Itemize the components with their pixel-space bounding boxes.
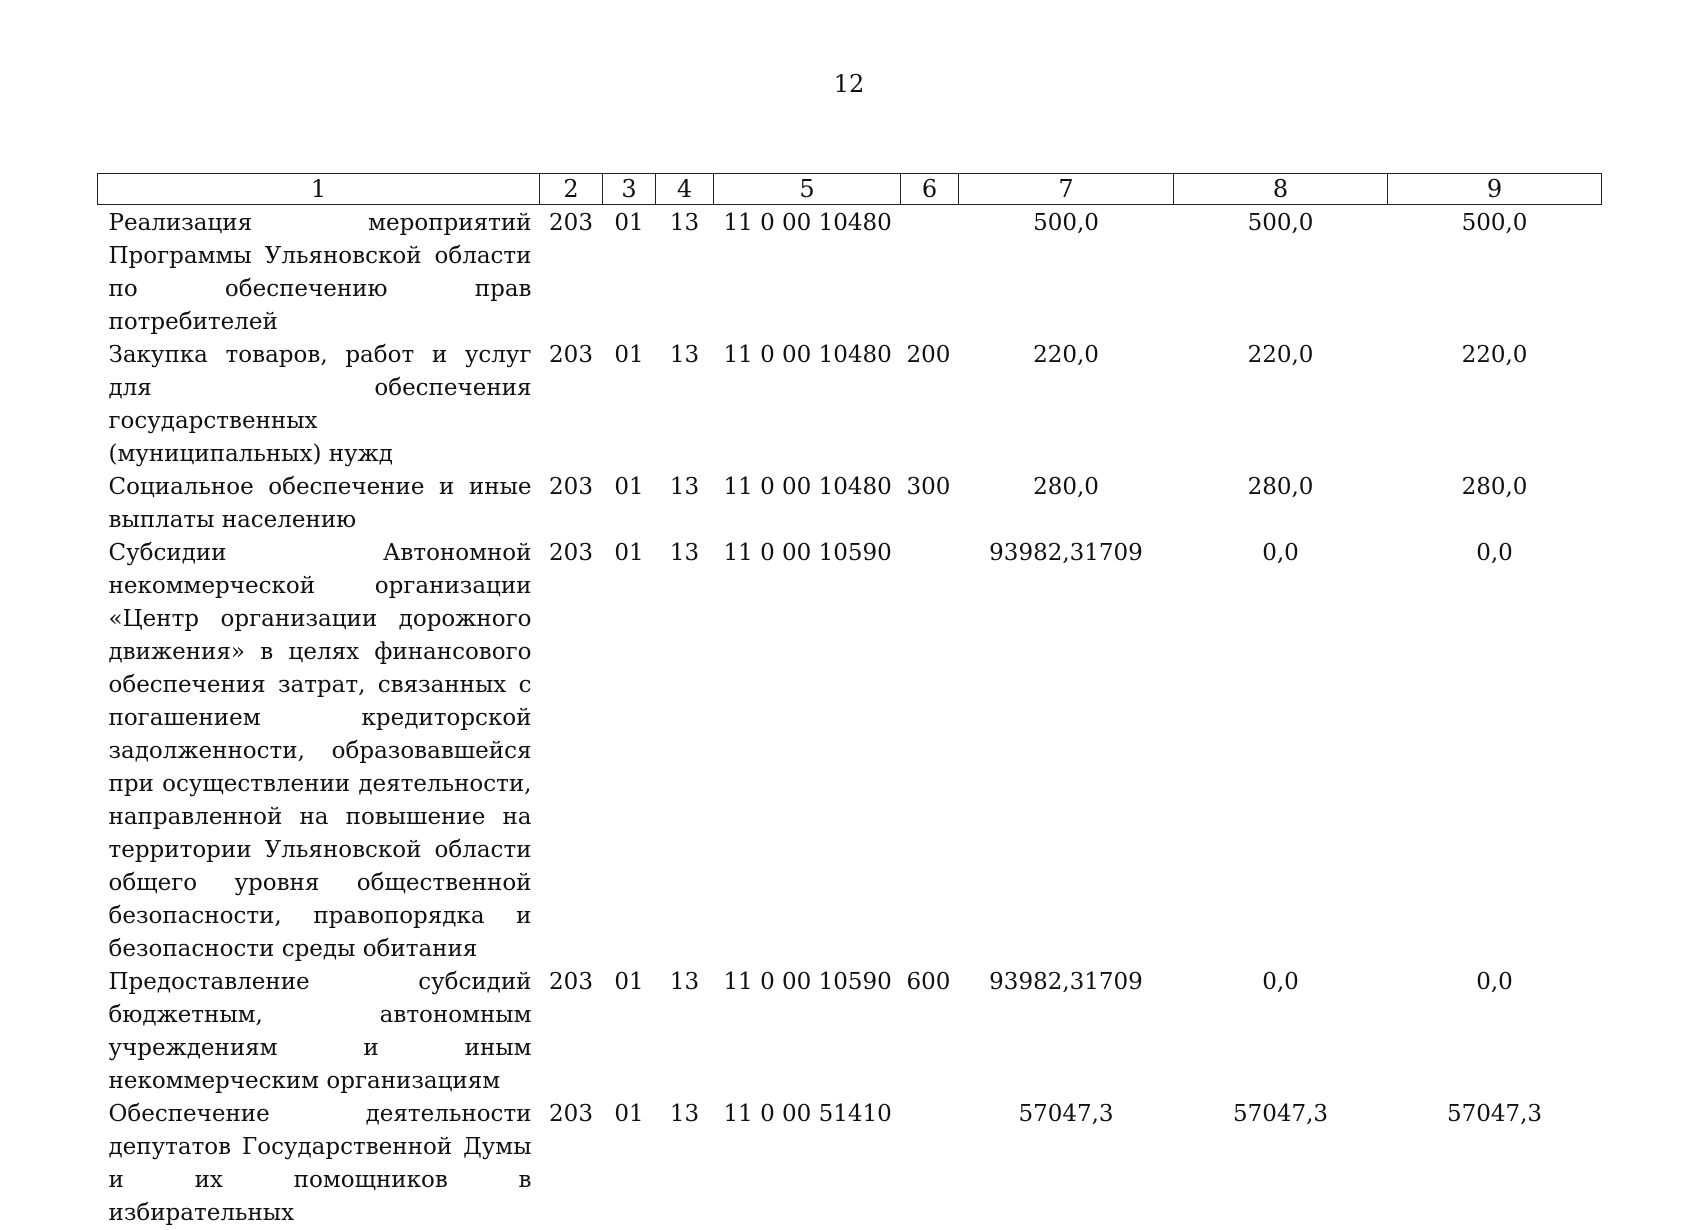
- header-cell: 4: [656, 174, 714, 205]
- code-col-5: 11 0 00 10590: [714, 537, 901, 966]
- value-col-9: 220,0: [1388, 339, 1602, 471]
- code-col-2: 203: [540, 966, 603, 1098]
- table-row: [98, 966, 1602, 1098]
- header-cell: 3: [603, 174, 656, 205]
- code-col-2: 203: [540, 1098, 603, 1230]
- value-col-7: 500,0: [959, 205, 1174, 340]
- value-col-7: 57047,3: [959, 1098, 1174, 1230]
- row-name: Обеспечение деятельности депутатов Государственной Думы и их помощников в избирательных: [98, 1098, 540, 1230]
- code-col-4: 13: [656, 1098, 714, 1230]
- value-col-9: 500,0: [1388, 205, 1602, 340]
- code-col-4: 13: [656, 537, 714, 966]
- header-cell: 9: [1388, 174, 1602, 205]
- code-col-3: 01: [603, 339, 656, 471]
- code-col-6: [901, 205, 959, 340]
- code-col-5: 11 0 00 10480: [714, 205, 901, 340]
- value-col-7: 93982,31709: [959, 537, 1174, 966]
- value-col-8: 220,0: [1174, 339, 1388, 471]
- code-col-3: 01: [603, 537, 656, 966]
- value-col-8: 0,0: [1174, 537, 1388, 966]
- row-name: Субсидии Автономной некоммерческой организации «Центр организации дорожного движения» в целях финансового обеспечения затрат, связанных с погашением кредиторской задолженности, образовавшейся при осуществлении деятельности, направленной на повышение на территории Ульяновской области общего уровня общественной безопасности, правопорядка и безопасности среды обитания: [98, 537, 540, 966]
- page-number: 12: [0, 70, 1698, 98]
- code-col-3: 01: [603, 471, 656, 537]
- table-row: [98, 471, 1602, 537]
- value-col-9: 57047,3: [1388, 1098, 1602, 1230]
- code-col-3: 01: [603, 1098, 656, 1230]
- value-col-8: 280,0: [1174, 471, 1388, 537]
- code-col-5: 11 0 00 10590: [714, 966, 901, 1098]
- header-cell: 5: [714, 174, 901, 205]
- row-name: Социальное обеспечение и иные выплаты населению: [98, 471, 540, 537]
- code-col-5: 11 0 00 51410: [714, 1098, 901, 1230]
- row-name: Предоставление субсидий бюджетным, автономным учреждениям и иным некоммерческим организациям: [98, 966, 540, 1098]
- row-name: Реализация мероприятий Программы Ульяновской области по обеспечению прав потребителей: [98, 205, 540, 340]
- code-col-6: 200: [901, 339, 959, 471]
- value-col-8: 57047,3: [1174, 1098, 1388, 1230]
- code-col-4: 13: [656, 339, 714, 471]
- code-col-4: 13: [656, 966, 714, 1098]
- code-col-6: 300: [901, 471, 959, 537]
- code-col-4: 13: [656, 471, 714, 537]
- header-cell: 8: [1174, 174, 1388, 205]
- value-col-7: 93982,31709: [959, 966, 1174, 1098]
- code-col-2: 203: [540, 537, 603, 966]
- code-col-6: [901, 1098, 959, 1230]
- table-row: [98, 1098, 1602, 1230]
- value-col-9: 0,0: [1388, 537, 1602, 966]
- table-row: [98, 537, 1602, 966]
- table-header: [98, 174, 1602, 205]
- budget-table: [97, 173, 1602, 1230]
- header-cell: 6: [901, 174, 959, 205]
- table-row: [98, 339, 1602, 471]
- value-col-7: 220,0: [959, 339, 1174, 471]
- code-col-5: 11 0 00 10480: [714, 471, 901, 537]
- value-col-8: 500,0: [1174, 205, 1388, 340]
- header-cell: 1: [98, 174, 540, 205]
- code-col-6: [901, 537, 959, 966]
- code-col-3: 01: [603, 966, 656, 1098]
- row-name: Закупка товаров, работ и услуг для обеспечения государственных (муниципальных) нужд: [98, 339, 540, 471]
- table-row: [98, 205, 1602, 340]
- header-cell: 7: [959, 174, 1174, 205]
- value-col-8: 0,0: [1174, 966, 1388, 1098]
- header-cell: 2: [540, 174, 603, 205]
- value-col-9: 280,0: [1388, 471, 1602, 537]
- code-col-2: 203: [540, 471, 603, 537]
- table-body: [98, 205, 1602, 1230]
- code-col-2: 203: [540, 205, 603, 340]
- code-col-5: 11 0 00 10480: [714, 339, 901, 471]
- value-col-9: 0,0: [1388, 966, 1602, 1098]
- code-col-4: 13: [656, 205, 714, 340]
- value-col-7: 280,0: [959, 471, 1174, 537]
- header-row: [98, 174, 1602, 205]
- code-col-3: 01: [603, 205, 656, 340]
- code-col-6: 600: [901, 966, 959, 1098]
- code-col-2: 203: [540, 339, 603, 471]
